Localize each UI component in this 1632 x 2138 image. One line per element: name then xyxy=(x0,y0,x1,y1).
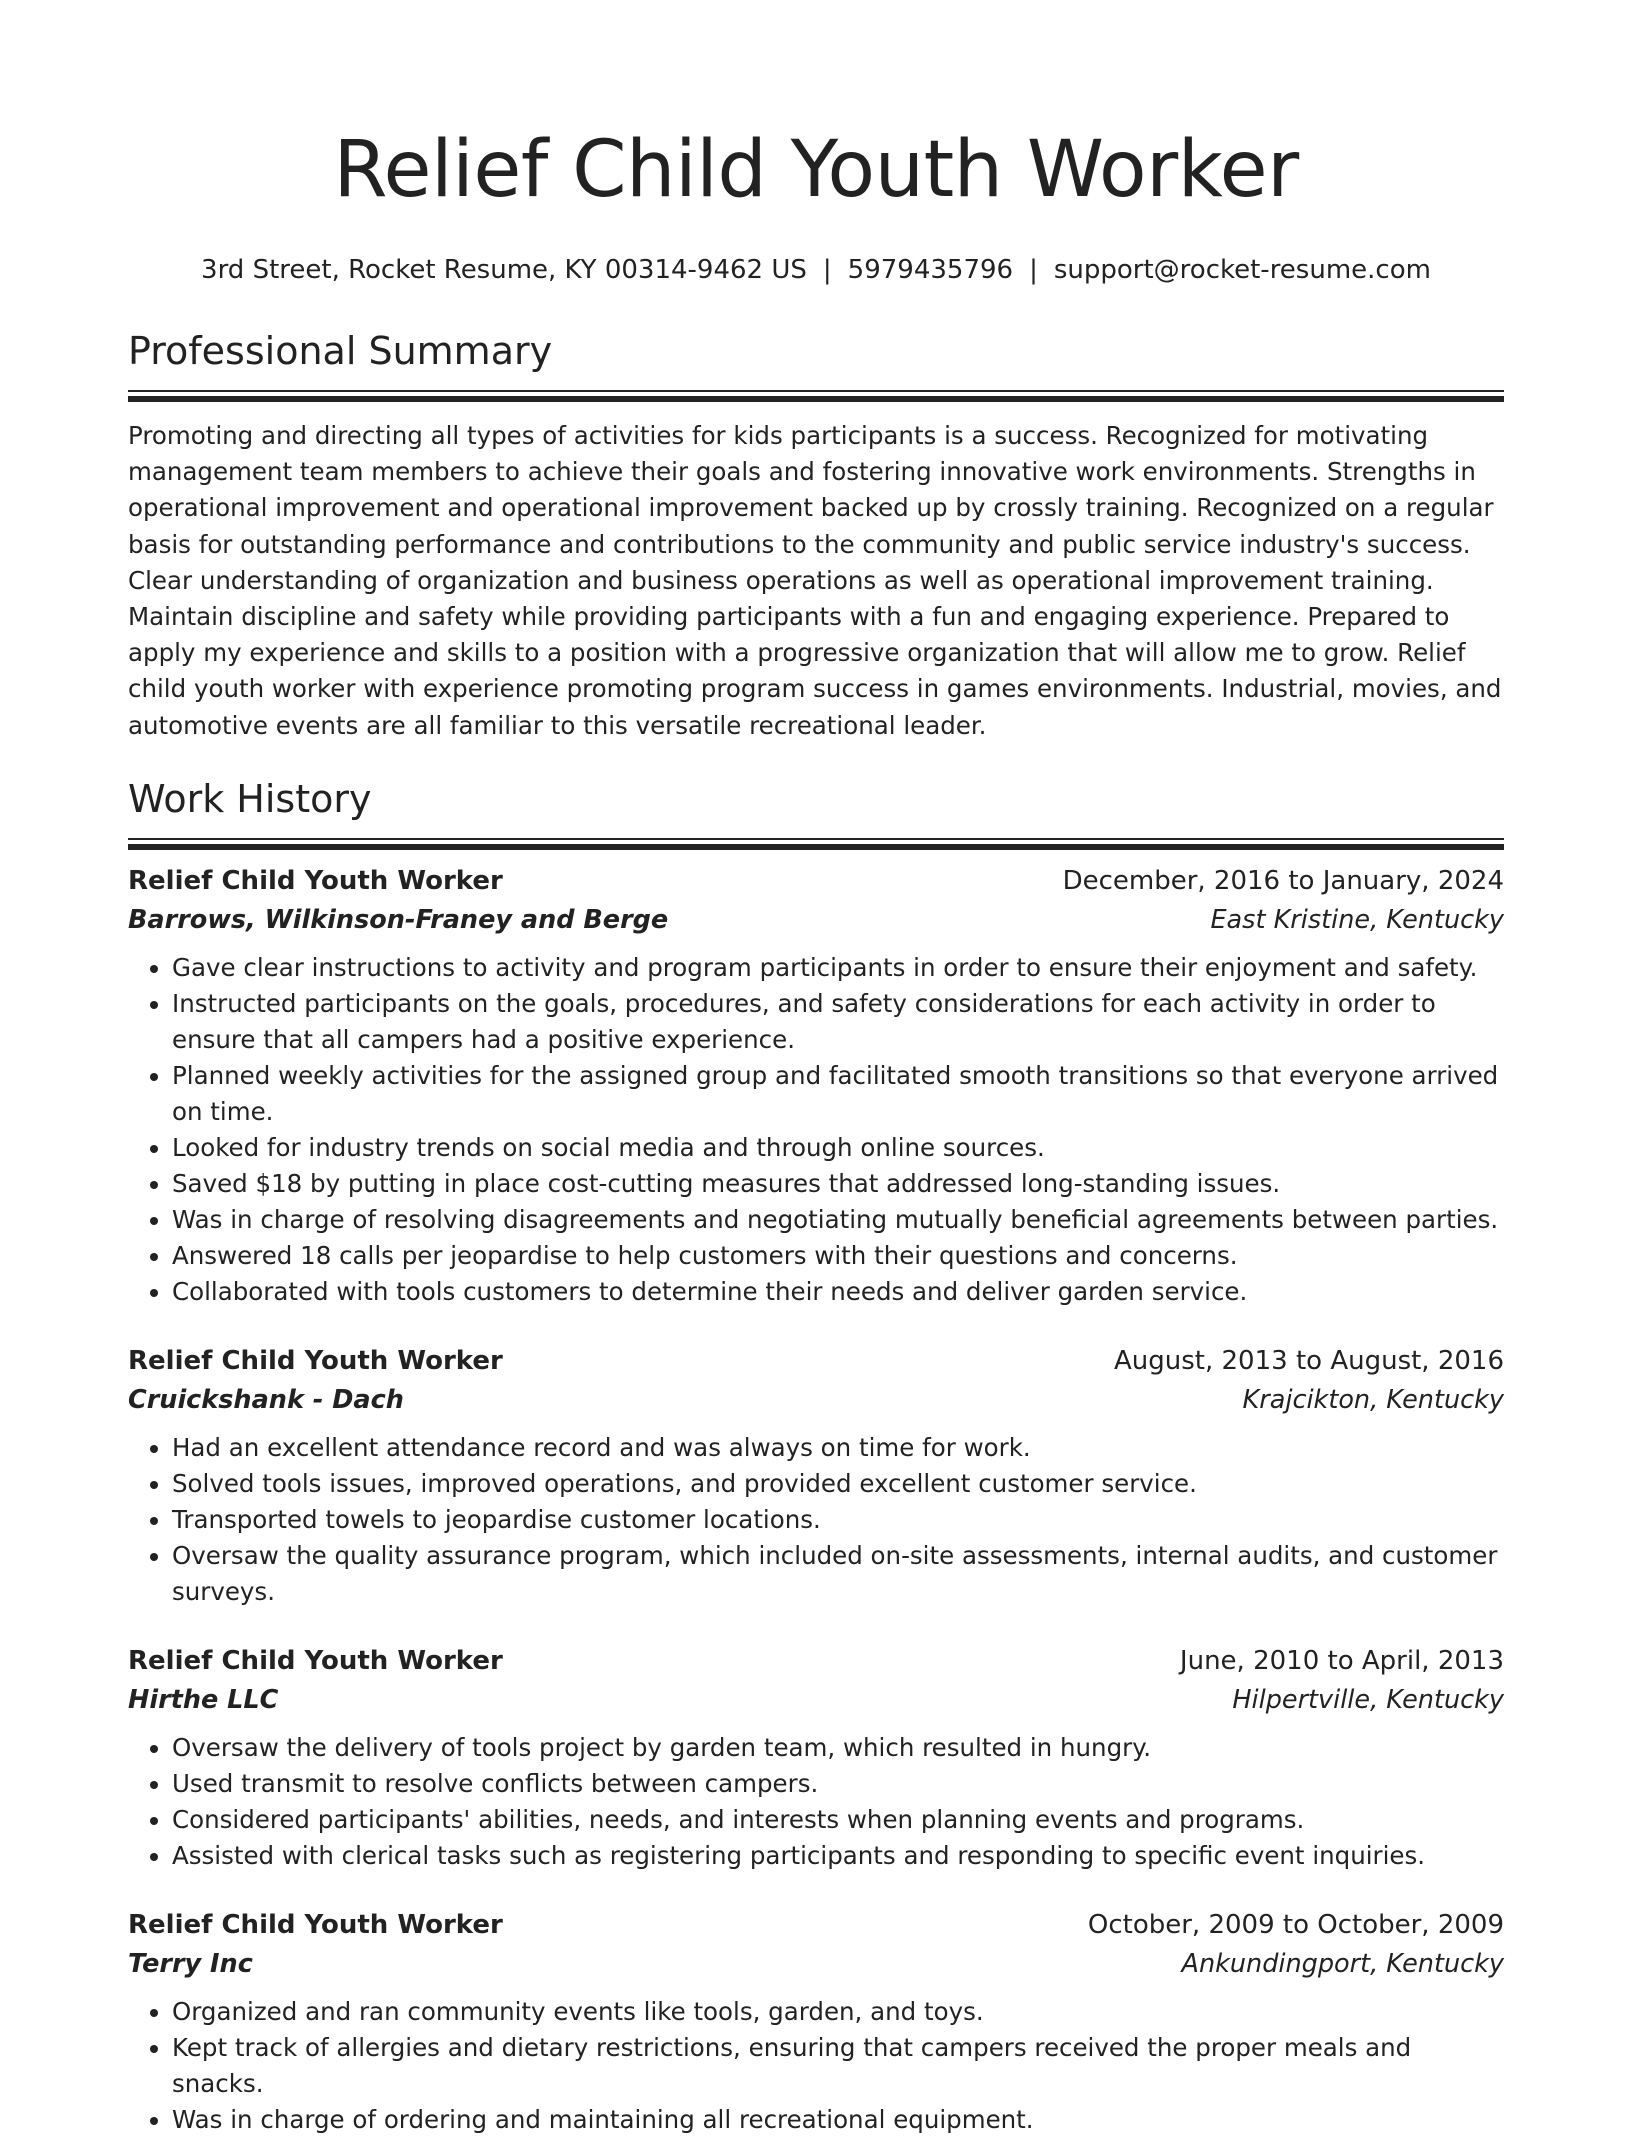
contact-line xyxy=(128,252,1504,288)
job-bullet: • Considered participants' abilities, needs, and interests when planning events and programs. xyxy=(172,1802,1504,1838)
work-history-section xyxy=(128,774,1504,2138)
job-company: Cruickshank - Dach xyxy=(128,1384,404,1415)
job-bullet: • Transported towels to jeopardise customer locations. xyxy=(172,1502,1504,1538)
job-company-row xyxy=(128,1680,1504,1720)
job-bullet: • Answered 18 calls per jeopardise to help customers with their questions and concerns. xyxy=(172,1238,1504,1274)
job-location: Ankundingport, Kentucky xyxy=(1181,1948,1504,1979)
job-company: Hirthe LLC xyxy=(128,1684,279,1715)
job-dates: August, 2013 to August, 2016 xyxy=(1114,1345,1504,1376)
contact-address: 3rd Street, Rocket Resume, KY 00314-9462 US xyxy=(201,255,807,285)
job-bullet: • Used transmit to resolve conflicts between campers. xyxy=(172,1766,1504,1802)
candidate-name: Relief Child Youth Worker xyxy=(333,125,1299,215)
summary-text: Promoting and directing all types of activities for kids participants is a success. Recognized for motivating management team members to achieve their goals and fostering innovative work environments. Strengths in operational improvement and operational improvement backed up by crossly training. Recognized on a regular basis for outstanding performance and contributions to the community and public service industry's success. Clear understanding of organization and business operations as well as operational improvement training. Maintain discipline and safety while providing participants with a fun and engaging experience. Prepared to apply my experience and skills to a position with a progressive organization that will allow me to grow. Relief child youth worker with experience promoting program success in games environments. Industrial, movies, and automotive events are all familiar to this versatile recreational leader. xyxy=(128,421,1502,740)
job-company: Terry Inc xyxy=(128,1948,253,1979)
job-bullet: • Was in charge of ordering and maintaining all recreational equipment. xyxy=(172,2102,1504,2138)
job-bullet-list xyxy=(128,1994,1504,2138)
section-divider xyxy=(128,838,1504,844)
job-bullet: • Solved tools issues, improved operations, and provided excellent customer service. xyxy=(172,1466,1504,1502)
job-location: Hilpertville, Kentucky xyxy=(1232,1684,1504,1715)
job-bullet-list xyxy=(128,1730,1504,1874)
job-location: East Kristine, Kentucky xyxy=(1210,904,1504,935)
contact-separator: | xyxy=(1029,255,1038,285)
job-bullet: • Instructed participants on the goals, procedures, and safety considerations for each activity in order to ensure that all campers had a positive experience. xyxy=(172,986,1504,1058)
job-company: Barrows, Wilkinson-Franey and Berge xyxy=(128,904,669,935)
job-bullet: • Saved $18 by putting in place cost-cutting measures that addressed long-standing issues. xyxy=(172,1166,1504,1202)
contact-phone: 5979435796 xyxy=(847,255,1014,285)
contact-separator: | xyxy=(822,255,832,285)
job-bullet: • Oversaw the quality assurance program, which included on-site assessments, internal audits, and customer surveys. xyxy=(172,1538,1504,1610)
job-bullet: • Had an excellent attendance record and was always on time for work. xyxy=(172,1430,1504,1466)
job-company-row xyxy=(128,1380,1504,1420)
job-header-row xyxy=(128,1906,1504,1944)
job-bullet: • Gave clear instructions to activity and program participants in order to ensure their enjoyment and safety. xyxy=(172,950,1504,986)
job-bullet: • Assisted with clerical tasks such as registering participants and responding to specific event inquiries. xyxy=(172,1838,1504,1874)
job-company-row xyxy=(128,1944,1504,1984)
job-entry xyxy=(128,862,1504,1310)
job-location: Krajcikton, Kentucky xyxy=(1242,1384,1504,1415)
job-header-row xyxy=(128,862,1504,900)
job-entry xyxy=(128,1906,1504,2138)
job-title: Relief Child Youth Worker xyxy=(128,1345,503,1376)
job-title: Relief Child Youth Worker xyxy=(128,1645,503,1676)
job-list xyxy=(128,862,1504,2138)
job-bullet-list xyxy=(128,950,1504,1310)
summary-heading: Professional Summary xyxy=(128,329,553,373)
job-company-row xyxy=(128,900,1504,940)
contact-email: support@rocket-resume.com xyxy=(1053,255,1431,285)
job-header-row xyxy=(128,1342,1504,1380)
job-bullet: • Kept track of allergies and dietary restrictions, ensuring that campers received the proper meals and snacks. xyxy=(172,2030,1504,2102)
section-divider xyxy=(128,390,1504,396)
job-dates: October, 2009 to October, 2009 xyxy=(1087,1909,1504,1940)
job-entry xyxy=(128,1642,1504,1874)
job-title: Relief Child Youth Worker xyxy=(128,1909,503,1940)
job-bullet: • Looked for industry trends on social media and through online sources. xyxy=(172,1130,1504,1166)
job-bullet: • Planned weekly activities for the assigned group and facilitated smooth transitions so that everyone arrived on time. xyxy=(172,1058,1504,1130)
job-bullet-list xyxy=(128,1430,1504,1610)
job-title: Relief Child Youth Worker xyxy=(128,865,503,896)
work-history-heading: Work History xyxy=(128,776,372,821)
job-bullet: • Collaborated with tools customers to determine their needs and deliver garden service. xyxy=(172,1274,1504,1310)
job-bullet: • Organized and ran community events like tools, garden, and toys. xyxy=(172,1994,1504,2030)
job-dates: June, 2010 to April, 2013 xyxy=(1179,1645,1504,1676)
job-entry xyxy=(128,1342,1504,1610)
summary-section xyxy=(128,326,1504,744)
job-bullet: • Oversaw the delivery of tools project by garden team, which resulted in hungry. xyxy=(172,1730,1504,1766)
job-bullet: • Was in charge of resolving disagreements and negotiating mutually beneficial agreements between parties. xyxy=(172,1202,1504,1238)
job-header-row xyxy=(128,1642,1504,1680)
job-dates: December, 2016 to January, 2024 xyxy=(1062,865,1504,896)
